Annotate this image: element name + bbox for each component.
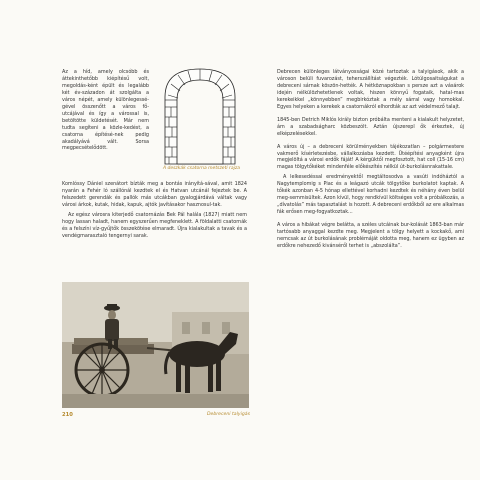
paragraph-cobblestone: A város a hibákat végre belátta, a széles utcáinak bur-kolását 1863-ban már tartósabb anyaggal kezdte meg. Megjelent a tölgy helyett a kockakő, ami nemcsak az út burkolásának problémáját oldotta meg, hanem ez ügyben az erdőkre nehezedő kivánséről terhet is „abszolálta”. bbox=[277, 222, 464, 249]
paragraph-demolition: Komlóssy Dániel szenátort bízták meg a bontás irányítá-sával, amit 1824 nyarán a Fehér ló szállónál kezdtek el és Hatvan utcánál fejeztek be. A felszedett gerendák és pallók más utcákban gyalogjárdává váltak vagy városi árkok, kutak, hidak, kapuk, ajtók javításakor hasznosul-tak. bbox=[62, 181, 247, 208]
paragraph-canalization: Az egész városra kiterjedő csatornázás Bek Pál halála (1827) miatt nem hogy lassan haladt, hanem egyszerűen megfeneklett. A földalatti csatornák és a felszíni víz-gyűjtők összekötése elmaradt. Újra kialakultak a tavak és a vendégmarasztaló tengernyi sarak. bbox=[62, 211, 247, 239]
left-column bbox=[62, 181, 247, 240]
photo-caption: Debreceni talyigás bbox=[206, 412, 250, 417]
left-top-column bbox=[62, 69, 149, 152]
paragraph-1845: 1845-ben Detrich Miklós király bizton próbálta menteni a kialakult helyzetet, ám a szabadságharc közbeszólt. Aztán újszerepl ők érkeztek, új elképzelésekkel. bbox=[277, 116, 464, 137]
paragraph-bridge: Az a híd, amely olcsóbb és áttekinthetőbb kiépítésű volt, megoldás-ként épült és legalább két év-századon át szolgálta a város népét, amely különlegessé-gével összenőtt a város fő-utcájával és így a várossal is, betöltötte küldetését. Már nem tudta segíteni a közle-kedést, a csatorna építésé-nek pedig akadályává vált. Sorsa megpecsételődött. bbox=[62, 69, 149, 152]
horse-cart-photo bbox=[62, 282, 249, 408]
page-number: 210 bbox=[62, 412, 73, 418]
paragraph-oak-paving: A lelkesedéssal eredményektől megtáltosodva a vasúti indóháztól a Nagytemplomig s Piac és a leágazó utcák tölgytőke burkolatot kaptak. A tőkék azonban 4-5 hónap ellettével korhadni kezdtek és néhány éven belül meg-semmisültek. Azon kívül, hogy rendkívül költséges volt a próbálkozás, a „dívatolás” más tapasztalást is hozott. A debreceni erdőkből az ere alkalmas fák erősen meg-fogyatkoztak... bbox=[277, 174, 464, 216]
paragraph-mayor: A város új – a debreceni körülményekben tájékozatlan – polgármestere vakmerő kísérletezésbe, vállalkozásba kezdett. Ütéépítési anyagként újra megjelöltá a városi erdők fáját! A kérgüktől megfosztott, hat coll (15-16 cm) magas tölgytőkéket mindenféle előkészítés nélkül út-burkolásnrakattale. bbox=[277, 143, 464, 171]
window-illustration bbox=[163, 67, 237, 166]
paragraph-carters: Debrecen különleges látványosságai közé tartoztak a talyigások, akik a városon belüli fuvarozást, teherszállítást végezték. Lótúlgosaitságukat a debreceni sárnak köszön-hették. A hétköznapokban s persze azt a vásárok idején nélkülözhetetlenek voltak, hiszen könnyű fogataik, hatal-mas kerekeikkel „könnyebben” megbirkóztak a mély sárral vagy homokkal. Egyes helyeken a kerekek a csatornákról elhordták az azt védelmező talajt. bbox=[277, 69, 464, 110]
right-column bbox=[277, 69, 464, 250]
window-caption: A deszkák csatorna metszeti rajza bbox=[162, 166, 240, 171]
